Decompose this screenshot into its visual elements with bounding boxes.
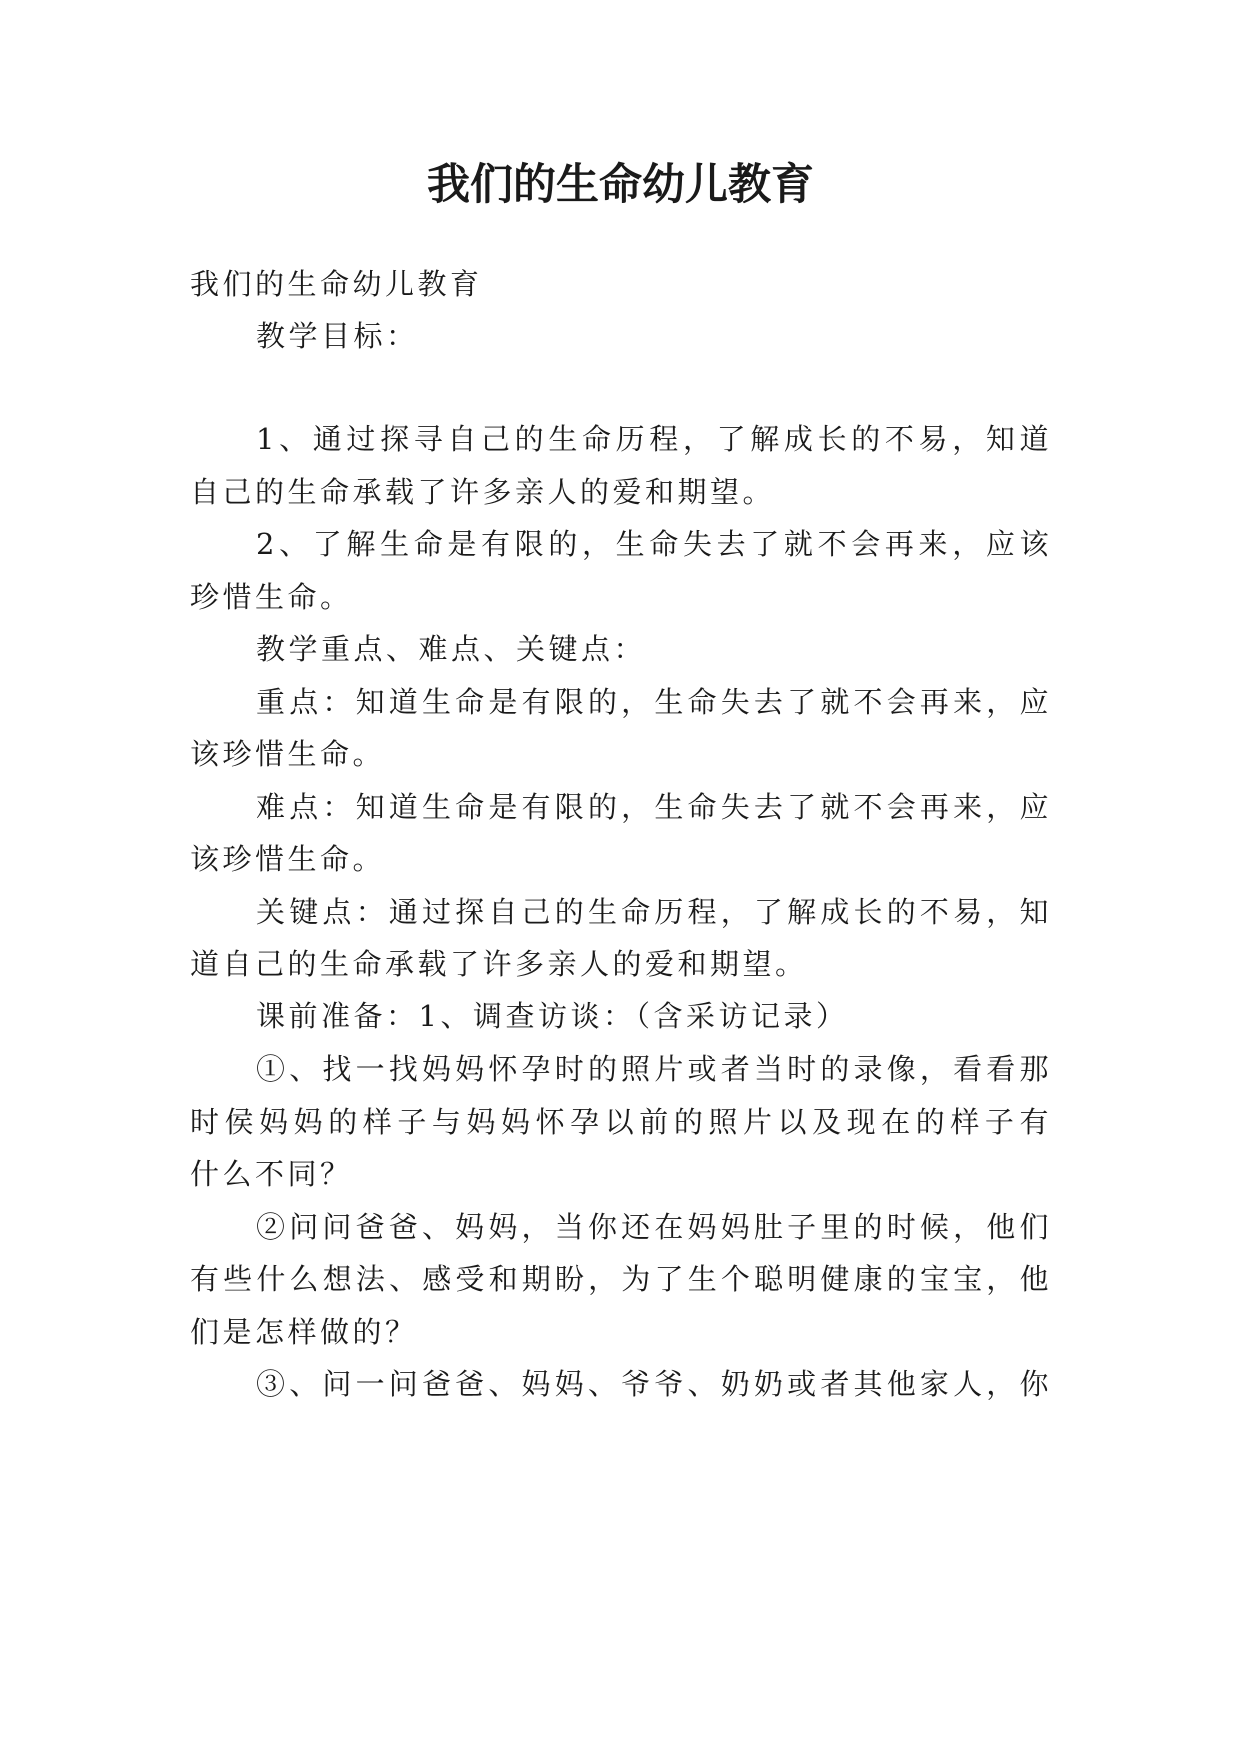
paragraph-line: 珍惜生命。 [190,580,353,614]
document-title: 我们的生命幼儿教育 [427,160,814,210]
paragraph-line: 重点：知道生命是有限的，生命失去了就不会再来，应 [256,685,1052,719]
heading-line: 我们的生命幼儿教育 [190,267,483,301]
paragraph-line: 难点：知道生命是有限的，生命失去了就不会再来，应 [256,790,1052,824]
section-label: 教学重点、难点、关键点： [256,632,647,666]
paragraph-line: ①、找一找妈妈怀孕时的照片或者当时的录像，看看那 [256,1052,1052,1086]
paragraph-line: 课前准备：1、调查访谈：（含采访记录） [256,999,849,1033]
paragraph-line: 道自己的生命承载了许多亲人的爱和期望。 [190,947,808,981]
paragraph-line: 有些什么想法、感受和期盼，为了生个聪明健康的宝宝，他 [190,1262,1052,1296]
paragraph-line: 该珍惜生命。 [190,737,386,771]
paragraph-line: 关键点：通过探自己的生命历程，了解成长的不易，知 [256,895,1052,929]
document-body [190,255,1052,1715]
section-label: 教学目标： [256,319,419,353]
paragraph-line: 们是怎样做的？ [190,1315,418,1349]
paragraph-line: 什么不同？ [190,1157,353,1191]
paragraph-line: 1、通过探寻自己的生命历程，了解成长的不易，知道 [256,422,1052,456]
paragraph-line: ③、问一问爸爸、妈妈、爷爷、奶奶或者其他家人，你 [256,1367,1052,1401]
paragraph-line: 自己的生命承载了许多亲人的爱和期望。 [190,475,776,509]
paragraph-line: 该珍惜生命。 [190,842,386,876]
paragraph-line: 时侯妈妈的样子与妈妈怀孕以前的照片以及现在的样子有 [190,1105,1052,1139]
paragraph-line: 2、了解生命是有限的，生命失去了就不会再来，应该 [256,527,1052,561]
paragraph-line: ②问问爸爸、妈妈，当你还在妈妈肚子里的时候，他们 [256,1210,1052,1244]
